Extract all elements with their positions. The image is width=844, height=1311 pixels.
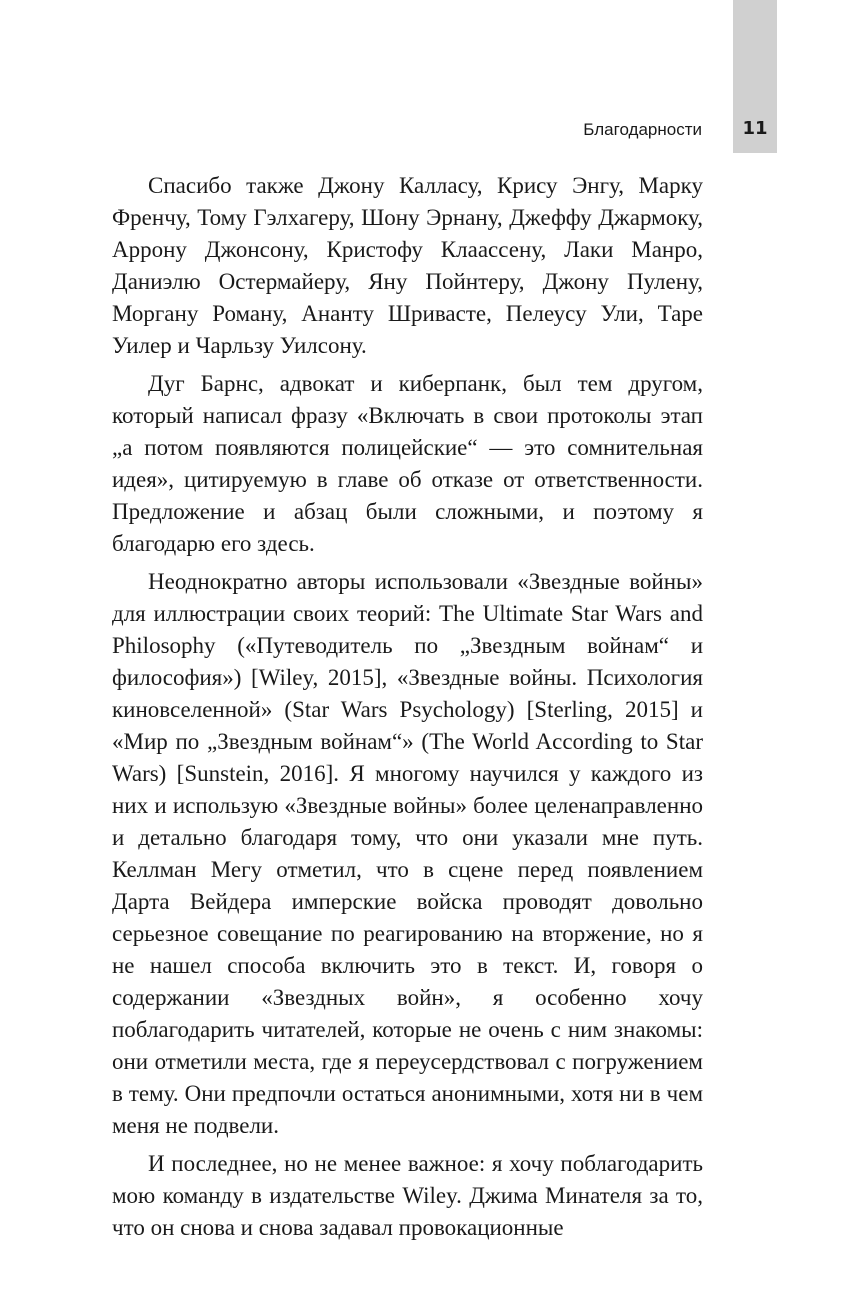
paragraph: Спасибо также Джону Калласу, Крису Энгу, Марку Френчу, Тому Гэлхагеру, Шону Эрнану, Джеффу Джармоку, Аррону Джонсону, Кристофу Клаассену, Лаки Манро, Даниэлю Остермайеру, Яну Пойнтеру, Джону Пулену, Моргану Роману, Ананту Шривасте, Пелеусу Ули, Таре Уилер и Чарльзу Уилсону. [112,173,703,358]
running-title: Благодарности [583,120,702,139]
paragraph: И последнее, но не менее важное: я хочу поблагодарить мою команду в издательстве Wiley. Джима Минателя за то, что он снова и снова задавал провокационные [112,1151,703,1240]
page-body [112,170,703,1250]
page-number: 11 [742,118,768,139]
paragraph: Неоднократно авторы использовали «Звездные войны» для иллюстрации своих теорий: The Ultimate Star Wars and Philosophy («Путеводитель по „Звездным войнам“ и философия») [Wiley, 2015], «Звездные войны. Психология киновселенной» (Star Wars Psychology) [Sterling, 2015] и «Мир по „Звездным войнам“» (The World According to Star Wars) [Sunstein, 2016]. Я многому научился у каждого из них и использую «Звездные войны» более целенаправленно и детально благодаря тому, что они указали мне путь. Келлман Мегу отметил, что в сцене перед появлением Дарта Вейдера имперские войска проводят довольно серьезное совещание по реагированию на вторжение, но я не нашел способа включить это в текст. И, говоря о содержании «Звездных войн», я особенно хочу поблагодарить читателей, которые не очень с ним знакомы: они отметили места, где я переусердствовал с погружением в тему. Они предпочли остаться анонимными, хотя ни в чем меня не подвели. [112,569,703,1138]
paragraph: Дуг Барнс, адвокат и киберпанк, был тем другом, который написал фразу «Включать в свои протоколы этап „а потом появляются полицейские“ — это сомнительная идея», цитируемую в главе об отказе от ответственности. Предложение и абзац были сложными, и поэтому я благодарю его здесь. [112,371,703,556]
